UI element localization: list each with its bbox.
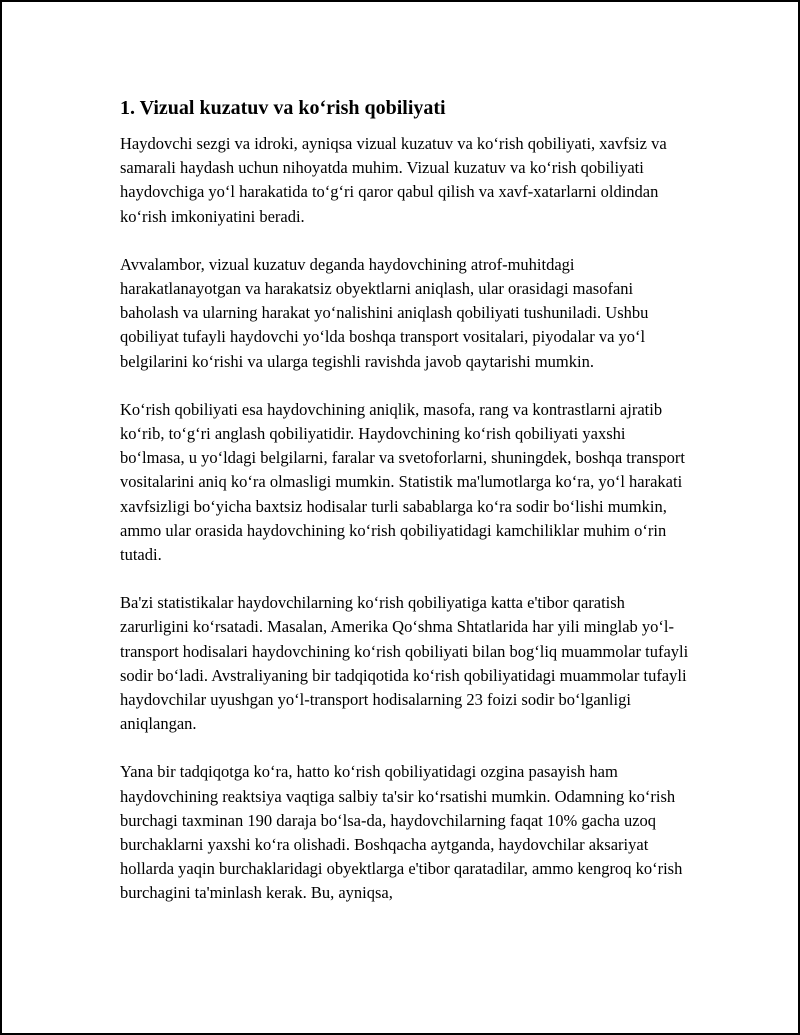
paragraph: Yana bir tadqiqotga ko‘ra, hatto ko‘rish qobiliyatidagi ozgina pasayish ham haydovchining reaktsiya vaqtiga salbiy ta'sir ko‘rsatishi mumkin. Odamning ko‘rish burchagi taxminan 190 daraja bo‘lsa-da, haydovchilarning faqat 10% gacha uzoq burchaklarni yaxshi ko‘ra olishadi. Boshqacha aytganda, haydovchilar aksariyat hollarda yaqin burchaklaridagi obyektlarga e'tibor qaratadilar, ammo kengroq ko‘rish burchagini ta'minlash kerak. Bu, ayniqsa, xyxy=(120,762,683,903)
paragraph: Ba'zi statistikalar haydovchilarning ko‘rish qobiliyatiga katta e'tibor qaratish zarurligini ko‘rsatadi. Masalan, Amerika Qo‘shma Shtatlarida har yili minglab yo‘l-transport hodisalari haydovchining ko‘rish qobiliyati bilan bog‘liq muammolar tufayli sodir bo‘ladi. Avstraliyaning bir tadqiqotida ko‘rish qobiliyatidagi muammolar tufayli haydovchilar uyushgan yo‘l-transport hodisalarning 23 foizi sodir bo‘lganligi aniqlangan. xyxy=(120,593,689,734)
paragraph: Ko‘rish qobiliyati esa haydovchining aniqlik, masofa, rang va kontrastlarni ajratib ko‘rib, to‘g‘ri anglash qobiliyatidir. Haydovchining ko‘rish qobiliyati yaxshi bo‘lmasa, u yo‘ldagi belgilarni, faralar va svetoforlarni, shuningdek, boshqa transport vositalarini aniq ko‘ra olmasligi mumkin. Statistik ma'lumotlarga ko‘ra, yo‘l harakati xavfsizligi bo‘yicha baxtsiz hodisalar turli sabablarga ko‘ra sodir bo‘lishi mumkin, ammo ular orasida haydovchining ko‘rish qobiliyatidagi kamchiliklar muhim o‘rin tutadi. xyxy=(120,399,685,565)
paragraph: Avvalambor, vizual kuzatuv deganda haydovchining atrof-muhitdagi harakatlanayotgan va harakatsiz obyektlarni aniqlash, ular orasidagi masofani baholash va ularning harakat yo‘nalishini aniqlash qobiliyati tushuniladi. Ushbu qobiliyat tufayli haydovchi yo‘lda boshqa transport vositalari, piyodalar va yo‘l belgilarini ko‘rishi va ularga tegishli ravishda javob qaytarishi mumkin. xyxy=(120,254,649,371)
section-heading: 1. Vizual kuzatuv va ko‘rish qobiliyati xyxy=(120,97,446,119)
document-body xyxy=(120,94,690,930)
paragraph: Haydovchi sezgi va idroki, ayniqsa vizual kuzatuv va ko‘rish qobiliyati, xavfsiz va samarali haydash uchun nihoyatda muhim. Vizual kuzatuv va ko‘rish qobiliyati haydovchiga yo‘l harakatida to‘g‘ri qaror qabul qilish va xavf-xatarlarni oldindan ko‘rish imkoniyatini beradi. xyxy=(120,134,667,226)
